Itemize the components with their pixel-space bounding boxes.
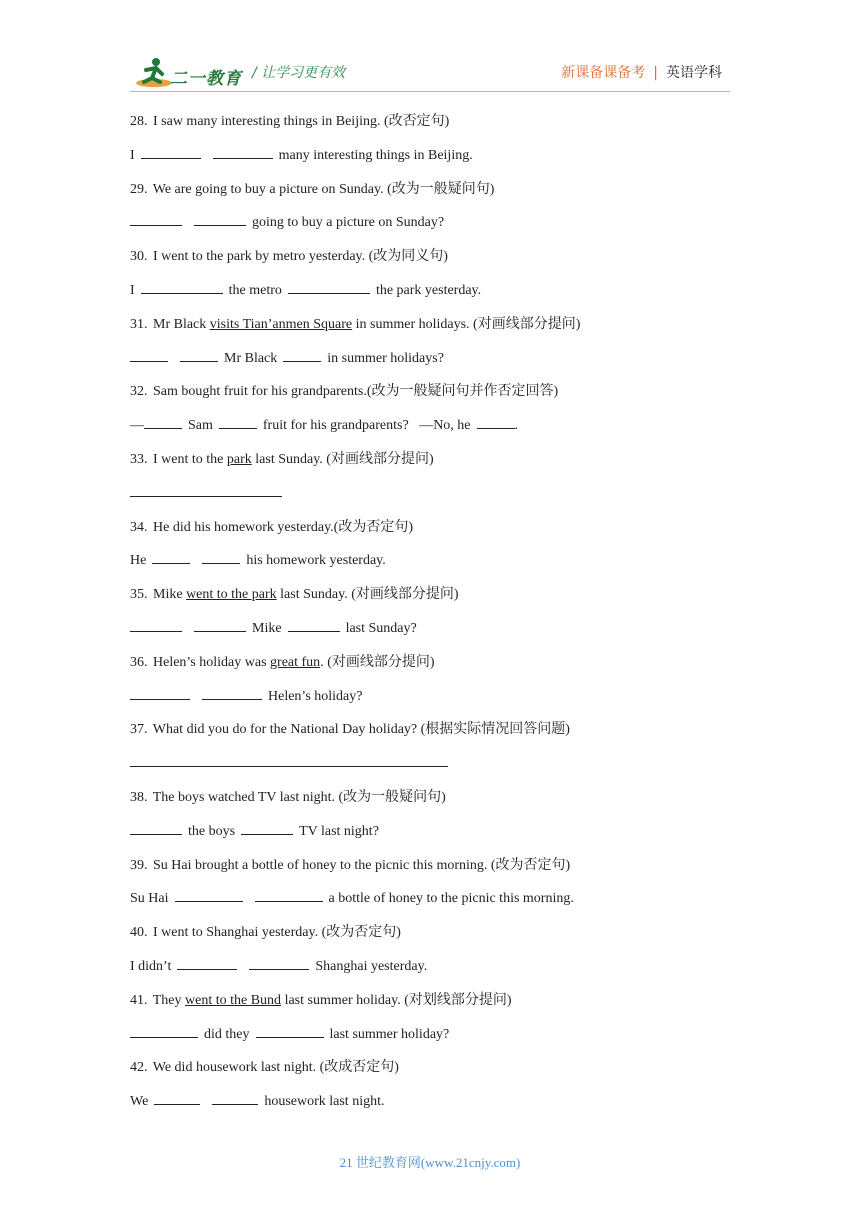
question-prompt: 35. Mike went to the park last Sunday. (对画线部分提问) xyxy=(130,587,459,603)
question-prompt: 34. He did his homework yesterday.(改为否定句) xyxy=(130,519,413,535)
answer-blank[interactable] xyxy=(130,685,190,700)
question-prompt: 41. They went to the Bund last summer holiday. (对划线部分提问) xyxy=(130,992,512,1008)
answer-blank[interactable] xyxy=(213,144,273,159)
answer-line: Mr Black in summer holidays? xyxy=(130,347,730,381)
answer-blank[interactable] xyxy=(177,955,237,970)
question-prompt: 42. We did housework last night. (改成否定句) xyxy=(130,1060,399,1076)
question-prompt: 36. Helen’s holiday was great fun. (对画线部分提问) xyxy=(130,654,435,670)
logo-text: 二一教育 xyxy=(170,69,242,89)
header-subject: 英语学科 xyxy=(666,65,722,81)
runner-logo-icon xyxy=(132,56,172,90)
underlined-phrase: park xyxy=(226,451,252,467)
answer-line xyxy=(130,752,730,786)
answer-blank[interactable] xyxy=(141,144,201,159)
answer-blank[interactable] xyxy=(255,887,323,902)
page-header xyxy=(0,0,860,100)
header-separator: | xyxy=(653,65,658,81)
answer-blank[interactable] xyxy=(130,617,182,632)
answer-blank[interactable] xyxy=(256,1023,324,1038)
answer-blank[interactable] xyxy=(202,685,262,700)
question-prompt: 30. I went to the park by metro yesterday. (改为同义句) xyxy=(130,249,448,265)
answer-blank[interactable] xyxy=(175,887,243,902)
answer-blank[interactable] xyxy=(241,820,293,835)
answer-line: I the metro the park yesterday. xyxy=(130,279,730,313)
answer-blank[interactable] xyxy=(194,211,246,226)
answer-blank[interactable] xyxy=(130,482,282,497)
answer-blank[interactable] xyxy=(152,549,190,564)
header-tagline: 新课备课备考 xyxy=(561,65,646,81)
answer-line: We housework last night. xyxy=(130,1090,730,1124)
answer-line xyxy=(130,482,730,516)
question-prompt: 38. The boys watched TV last night. (改为一般疑问句) xyxy=(130,789,446,805)
question-prompt: 31. Mr Black visits Tian’anmen Square in summer holidays. (对画线部分提问) xyxy=(130,316,581,332)
answer-blank[interactable] xyxy=(219,414,257,429)
answer-blank[interactable] xyxy=(130,347,168,362)
answer-blank[interactable] xyxy=(144,414,182,429)
answer-blank[interactable] xyxy=(130,820,182,835)
answer-blank[interactable] xyxy=(288,279,370,294)
question-prompt: 29. We are going to buy a picture on Sunday. (改为一般疑问句) xyxy=(130,181,495,197)
slogan: / 让学习更有效 xyxy=(252,65,346,81)
answer-blank[interactable] xyxy=(194,617,246,632)
answer-blank[interactable] xyxy=(288,617,340,632)
answer-blank[interactable] xyxy=(180,347,218,362)
answer-blank[interactable] xyxy=(130,211,182,226)
question-prompt: 32. Sam bought fruit for his grandparents.(改为一般疑问句并作否定回答) xyxy=(130,384,559,400)
answer-blank[interactable] xyxy=(283,347,321,362)
answer-blank[interactable] xyxy=(141,279,223,294)
answer-blank[interactable] xyxy=(202,549,240,564)
header-right xyxy=(561,62,722,82)
answer-blank[interactable] xyxy=(249,955,309,970)
answer-line: Mike last Sunday? xyxy=(130,617,730,651)
answer-line: — Sam fruit for his grandparents? —No, he . xyxy=(130,414,730,448)
answer-line: I didn’t Shanghai yesterday. xyxy=(130,955,730,989)
question-prompt: 40. I went to Shanghai yesterday. (改为否定句) xyxy=(130,925,401,941)
answer-line: the boys TV last night? xyxy=(130,820,730,854)
underlined-phrase: went to the park xyxy=(186,587,277,603)
answer-line: I many interesting things in Beijing. xyxy=(130,144,730,178)
answer-blank[interactable] xyxy=(130,1023,198,1038)
answer-blank[interactable] xyxy=(212,1090,258,1105)
question-list xyxy=(130,110,730,1124)
answer-line: Su Hai a bottle of honey to the picnic this morning. xyxy=(130,887,730,921)
answer-line: Helen’s holiday? xyxy=(130,685,730,719)
answer-blank[interactable] xyxy=(130,752,448,767)
logo xyxy=(132,56,244,90)
question-prompt: 37. What did you do for the National Day holiday? (根据实际情况回答问题) xyxy=(130,722,570,738)
question-prompt: 28. I saw many interesting things in Beijing. (改否定句) xyxy=(130,114,450,129)
underlined-phrase: went to the Bund xyxy=(185,992,282,1008)
header-divider xyxy=(130,91,730,92)
answer-blank[interactable] xyxy=(477,414,515,429)
question-prompt: 33. I went to the park last Sunday. (对画线部分提问) xyxy=(130,451,434,467)
underlined-phrase: visits Tian’anmen Square xyxy=(209,316,353,332)
question-prompt: 39. Su Hai brought a bottle of honey to the picnic this morning. (改为否定句) xyxy=(130,857,571,873)
answer-line: He his homework yesterday. xyxy=(130,549,730,583)
underlined-phrase: great fun xyxy=(270,654,321,670)
page-footer: 21 世纪教育网(www.21cnjy.com) xyxy=(339,1155,521,1170)
answer-line: going to buy a picture on Sunday? xyxy=(130,211,730,245)
answer-line: did they last summer holiday? xyxy=(130,1023,730,1057)
answer-blank[interactable] xyxy=(154,1090,200,1105)
